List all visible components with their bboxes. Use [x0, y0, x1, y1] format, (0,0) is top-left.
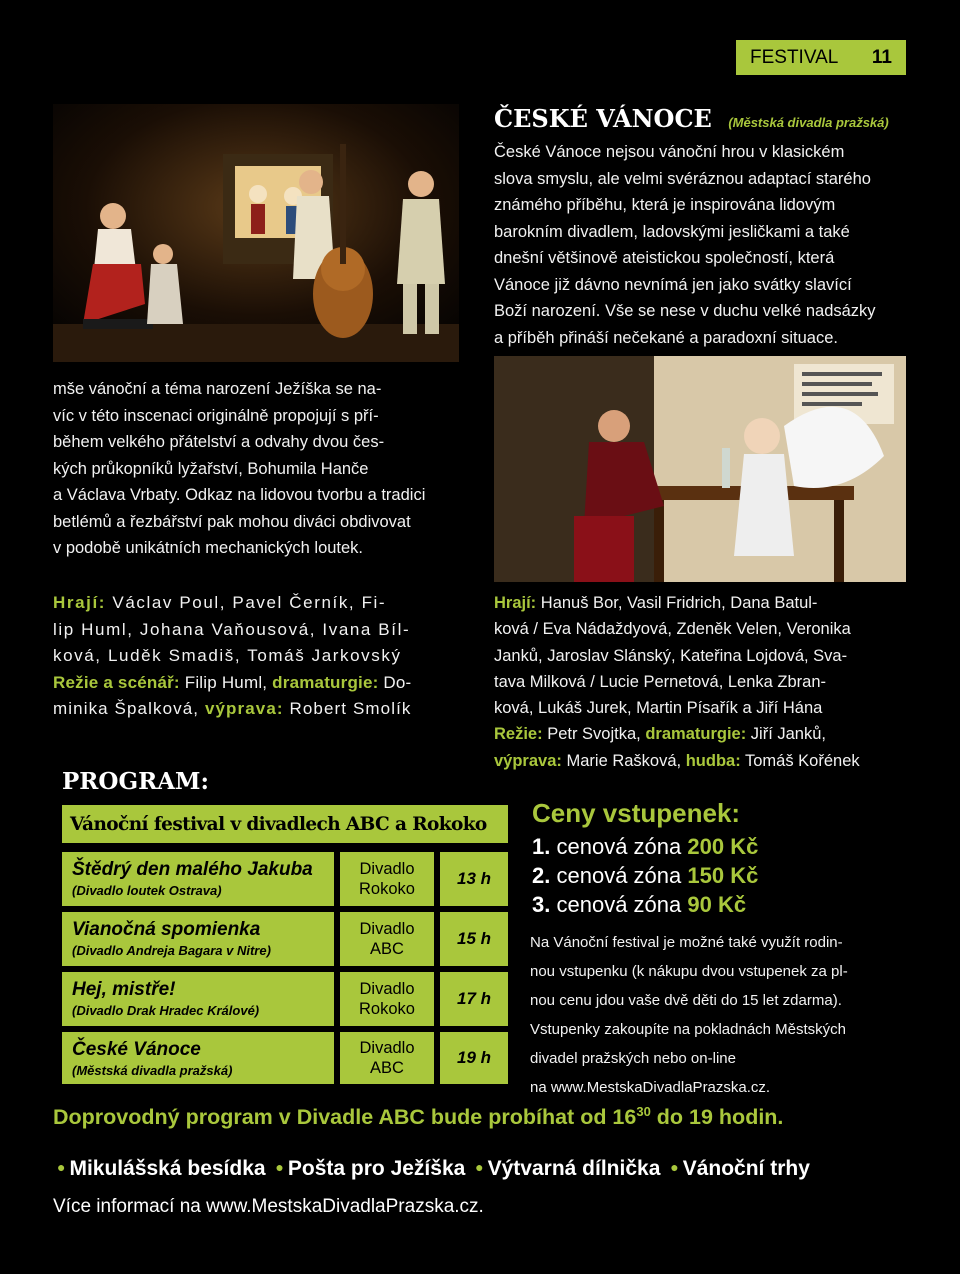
program-heading: PROGRAM:	[62, 768, 209, 795]
program-row-title	[62, 972, 334, 1026]
intro-line: Boží narození. Vše se nese v duchu velké nadsázky	[494, 302, 876, 320]
intro-line: Vánoce již dávno nevnímá jen jako svátky slavící	[494, 275, 852, 294]
activity-item: Vánoční trhy	[682, 1157, 810, 1180]
program-row-venue	[340, 1032, 434, 1084]
dramaturgy-label: dramaturgie:	[645, 725, 747, 744]
zone-label: cenová zóna	[556, 834, 682, 859]
show-title: Hej, mistře!	[72, 979, 176, 1000]
venue-line: Rokoko	[359, 1000, 415, 1018]
bullet-icon: ●	[670, 1159, 679, 1175]
show-title: Vianočná spomienka	[72, 919, 261, 940]
design-value: Marie Rašková,	[566, 751, 682, 770]
price-list	[532, 832, 758, 919]
venue-line: ABC	[370, 940, 404, 958]
music-label: hudba:	[685, 751, 741, 770]
show-title: České Vánoce	[72, 1039, 201, 1060]
venue-line: Divadlo	[359, 1039, 415, 1057]
intro-line: známého příběhu, která je inspirována lidovým	[494, 196, 836, 214]
show-company: (Divadlo Andreja Bagara v Nitre)	[72, 943, 271, 958]
intro-line: barokním divadlem, ladovskými jesličkami a také	[494, 222, 850, 241]
zone-number: 3.	[532, 892, 551, 917]
cast-text: Václav Poul, Pavel Černík, Fi-	[112, 593, 387, 612]
article-line: mše vánoční a téma narození Ježíška se na-	[53, 380, 382, 398]
show-company: (Divadlo Drak Hradec Králové)	[72, 1003, 260, 1018]
venue-line: Divadlo	[359, 980, 415, 998]
intro-line: slova smyslu, ale velmi svéráznou adaptací starého	[494, 169, 871, 188]
direction-value: Filip Huml,	[184, 672, 268, 692]
accompanying-text: Doprovodný program v Divadle ABC bude probíhat od 16	[53, 1105, 637, 1130]
ticket-info	[530, 928, 908, 1102]
design-label: výprava:	[494, 751, 562, 770]
dramaturgy-value: minika Špalková,	[53, 699, 200, 718]
stage-photo-puppets	[53, 104, 459, 362]
cast-text: Hanuš Bor, Vasil Fridrich, Dana Batul-	[540, 594, 818, 612]
article-line: víc v této inscenaci originálně propojují s pří-	[53, 406, 379, 425]
zone-price: 90 Kč	[687, 892, 747, 917]
info-line: divadel pražských nebo on-line	[530, 1050, 736, 1067]
direction-label: Režie:	[494, 725, 543, 744]
stage-photo-devil-angel	[494, 356, 906, 582]
info-line: nou vstupenku (k nákupu dvou vstupenek za pl-	[530, 963, 848, 980]
zone-price: 200 Kč	[687, 834, 759, 859]
cast-label: Hrají:	[53, 593, 107, 612]
article-venue: (Městská divadla pražská)	[728, 115, 889, 130]
show-company: (Městská divadla pražská)	[72, 1063, 233, 1078]
cast-text: Janků, Jaroslav Slánský, Kateřina Lojdová, Sva-	[494, 646, 848, 665]
venue-line: Divadlo	[359, 860, 415, 878]
design-label: výprava:	[204, 699, 284, 718]
activity-item: Pošta pro Ježíška	[287, 1157, 466, 1180]
article-line: betlémů a řezbářství pak mohou diváci obdivovat	[53, 512, 411, 531]
info-line: Na Vánoční festival je možné také využít rodin-	[530, 934, 843, 951]
section-label: FESTIVAL	[750, 46, 839, 68]
zone-label: cenová zóna	[556, 892, 682, 917]
activity-item: Výtvarná dílnička	[487, 1157, 661, 1180]
program-row-time: 19 h	[440, 1032, 508, 1084]
page-number: 11	[871, 46, 892, 68]
price-zone	[532, 890, 758, 919]
prices-heading: Ceny vstupenek:	[532, 798, 741, 828]
left-article	[53, 376, 468, 562]
zone-price: 150 Kč	[687, 863, 759, 888]
cast-label: Hrají:	[494, 594, 537, 612]
venue-line: Rokoko	[359, 880, 415, 898]
article-title: ČESKÉ VÁNOCE	[494, 104, 712, 133]
bullet-icon: ●	[57, 1159, 66, 1175]
info-line: Vstupenky zakoupíte na pokladnách Městských	[530, 1021, 847, 1038]
activity-list	[53, 1157, 810, 1181]
cast-text: tava Milková / Lucie Pernetová, Lenka Zbran-	[494, 672, 827, 691]
intro-line: České Vánoce nejsou vánoční hrou v klasickém	[494, 143, 845, 161]
program-row-time: 13 h	[440, 852, 508, 906]
price-zone	[532, 861, 758, 890]
article-intro	[494, 139, 908, 351]
program-row-venue	[340, 972, 434, 1026]
article-line: během velkého přátelství a odvahy dvou čes-	[53, 433, 385, 451]
price-zone	[532, 832, 758, 861]
program-banner: Vánoční festival v divadlech ABC a Rokoko	[62, 805, 508, 843]
article-title-row	[494, 104, 908, 133]
intro-line: a příběh přináší nečekané a paradoxní situace.	[494, 328, 838, 347]
zone-label: cenová zóna	[556, 863, 682, 888]
intro-line: dnešní většinově ateistickou společností, která	[494, 249, 835, 267]
venue-line: ABC	[370, 1059, 404, 1077]
info-line: nou cenu jdou vaše dvě děti do 15 let zdarma).	[530, 992, 842, 1009]
program-row-title	[62, 1032, 334, 1084]
design-value: Robert Smolík	[289, 699, 412, 718]
cast-right	[494, 590, 908, 774]
program-row-time: 15 h	[440, 912, 508, 966]
venue-line: Divadlo	[359, 920, 415, 938]
accompanying-text: do 19 hodin.	[650, 1105, 784, 1130]
info-line: na www.MestskaDivadlaPrazska.cz.	[530, 1079, 771, 1096]
article-line: kých průkopníků lyžařství, Bohumila Hanče	[53, 459, 369, 478]
cast-text: ková, Luděk Smadiš, Tomáš Jarkovský	[53, 646, 402, 665]
article-line: v podobě unikátních mechanických loutek.	[53, 539, 364, 557]
cast-text: ková / Eva Nádaždyová, Zdeněk Velen, Veronika	[494, 620, 851, 639]
program-row-venue	[340, 852, 434, 906]
dramaturgy-value: Do-	[383, 672, 412, 692]
show-title: Štědrý den malého Jakuba	[72, 859, 313, 880]
cast-left	[53, 590, 468, 723]
cast-text: ková, Lukáš Jurek, Martin Písařík a Jiří Hána	[494, 699, 823, 718]
music-value: Tomáš Kořének	[745, 751, 860, 770]
program-row-title	[62, 912, 334, 966]
activity-item: Mikulášská besídka	[69, 1157, 266, 1180]
cast-text: lip Huml, Johana Vaňousová, Ivana Bíl-	[53, 619, 411, 639]
time-superscript: 30	[636, 1104, 651, 1119]
program-row-venue	[340, 912, 434, 966]
more-info: Více informací na www.MestskaDivadlaPrazska.cz.	[53, 1196, 484, 1217]
direction-value: Petr Svojtka,	[547, 725, 641, 744]
zone-number: 1.	[532, 834, 551, 859]
bullet-icon: ●	[475, 1159, 484, 1175]
show-company: (Divadlo loutek Ostrava)	[72, 883, 222, 898]
direction-label: Režie a scénář:	[53, 672, 180, 692]
program-row-title	[62, 852, 334, 906]
dramaturgy-label: dramaturgie:	[272, 672, 379, 692]
dramaturgy-value: Jiří Janků,	[750, 725, 826, 744]
program-row-time: 17 h	[440, 972, 508, 1026]
accompanying-program	[53, 1104, 783, 1130]
zone-number: 2.	[532, 863, 551, 888]
bullet-icon: ●	[275, 1159, 284, 1175]
section-header	[736, 40, 906, 75]
article-line: a Václava Vrbaty. Odkaz na lidovou tvorbu a tradici	[53, 486, 426, 504]
